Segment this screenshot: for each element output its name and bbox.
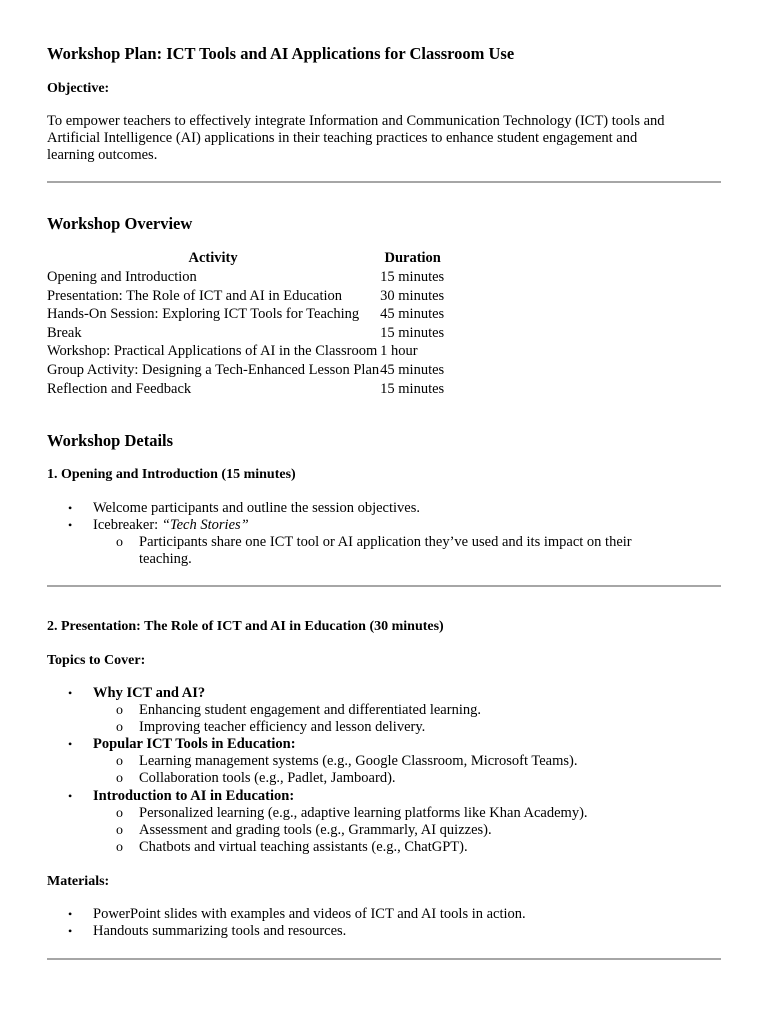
list-item: PowerPoint slides with examples and videos of ICT and AI tools in action. xyxy=(93,906,526,922)
sub-bullet-icon: o xyxy=(116,703,123,718)
activity-column-header: Activity xyxy=(188,250,238,266)
duration-cell: 1 hour xyxy=(380,343,418,360)
duration-cell: 15 minutes xyxy=(380,380,445,397)
duration-cell: 45 minutes xyxy=(380,306,445,323)
table-row xyxy=(46,342,445,361)
list-item: Welcome participants and outline the session objectives. xyxy=(93,500,421,516)
duration-cell: 45 minutes xyxy=(380,361,445,378)
overview-heading: Workshop Overview xyxy=(47,214,193,233)
duration-cell: 15 minutes xyxy=(380,324,445,341)
materials-label: Materials: xyxy=(47,874,110,889)
topic-title xyxy=(93,685,205,702)
overview-table xyxy=(46,249,445,398)
bullet-icon: • xyxy=(68,518,73,532)
activity-cell: Presentation: The Role of ICT and AI in Education xyxy=(47,287,343,304)
activity-cell: Opening and Introduction xyxy=(47,269,197,285)
objective-line: learning outcomes. xyxy=(47,147,158,163)
sub-bullet-icon: o xyxy=(116,754,123,769)
sub-bullet-icon: o xyxy=(116,535,123,550)
table-row xyxy=(46,287,445,306)
duration-column-header: Duration xyxy=(384,250,441,266)
section1-heading: 1. Opening and Introduction (15 minutes) xyxy=(47,467,296,482)
table-row xyxy=(46,268,445,287)
table-header-row xyxy=(46,249,445,268)
icebreaker-prefix: Icebreaker: xyxy=(93,517,162,533)
bullet-icon: • xyxy=(68,686,73,700)
objective-line: To empower teachers to effectively integrate Information and Communication Technology (ICT) tools and xyxy=(47,113,665,129)
objective-label: Objective: xyxy=(47,81,110,96)
objective-paragraph xyxy=(47,113,737,164)
table-row xyxy=(46,324,445,343)
icebreaker-title: “Tech Stories” xyxy=(161,517,249,533)
topic-title xyxy=(93,788,294,805)
list-item: Handouts summarizing tools and resources. xyxy=(93,923,347,939)
topic-title-text: Introduction to AI in Education: xyxy=(93,788,295,804)
bullet-icon: • xyxy=(68,737,73,751)
sub-bullet-icon: o xyxy=(116,823,123,838)
activity-cell: Break xyxy=(47,324,82,341)
details-heading: Workshop Details xyxy=(47,431,174,450)
sub-bullet-icon: o xyxy=(116,806,123,821)
sub-list-item: Enhancing student engagement and differentiated learning. xyxy=(139,702,481,718)
objective-line: Artificial Intelligence (AI) applications in their teaching practices to enhance student engagement and xyxy=(47,130,638,146)
duration-cell: 15 minutes xyxy=(380,269,445,285)
sub-list-item: Personalized learning (e.g., adaptive learning platforms like Khan Academy). xyxy=(139,805,588,821)
table-row xyxy=(46,361,445,380)
topic-title-text: Popular ICT Tools in Education: xyxy=(93,736,296,752)
activity-cell: Group Activity: Designing a Tech-Enhanced Lesson Plan xyxy=(47,361,380,378)
sub-bullet-icon: o xyxy=(116,720,123,735)
sub-list-item: Learning management systems (e.g., Google Classroom, Microsoft Teams). xyxy=(139,753,578,769)
sub-list-item: Participants share one ICT tool or AI application they’ve used and its impact on their xyxy=(139,534,632,550)
duration-cell: 30 minutes xyxy=(380,287,445,304)
sub-list-item-continuation: teaching. xyxy=(139,551,192,567)
horizontal-rule xyxy=(47,585,721,587)
sub-bullet-icon: o xyxy=(116,840,123,855)
topics-label: Topics to Cover: xyxy=(47,653,146,668)
sub-list-item: Assessment and grading tools (e.g., Grammarly, AI quizzes). xyxy=(139,822,492,838)
topic-title xyxy=(93,736,296,753)
bullet-icon: • xyxy=(68,924,73,938)
sub-list-item: Collaboration tools (e.g., Padlet, Jamboard). xyxy=(139,770,396,786)
sub-list-item: Improving teacher efficiency and lesson delivery. xyxy=(139,719,426,735)
activity-cell: Reflection and Feedback xyxy=(47,380,192,397)
bullet-icon: • xyxy=(68,789,73,803)
horizontal-rule xyxy=(47,958,721,960)
activity-cell: Hands-On Session: Exploring ICT Tools for Teaching xyxy=(47,306,360,323)
list-item xyxy=(93,517,249,534)
table-row xyxy=(46,380,445,399)
bullet-icon: • xyxy=(68,907,73,921)
document-title: Workshop Plan: ICT Tools and AI Applications for Classroom Use xyxy=(47,44,515,63)
topic-title-text: Why ICT and AI? xyxy=(93,685,206,701)
bullet-icon: • xyxy=(68,501,73,515)
table-row xyxy=(46,305,445,324)
activity-cell: Workshop: Practical Applications of AI in the Classroom xyxy=(47,343,378,360)
sub-bullet-icon: o xyxy=(116,771,123,786)
horizontal-rule xyxy=(47,181,721,183)
sub-list-item: Chatbots and virtual teaching assistants (e.g., ChatGPT). xyxy=(139,839,468,855)
section2-heading: 2. Presentation: The Role of ICT and AI in Education (30 minutes) xyxy=(47,619,444,634)
